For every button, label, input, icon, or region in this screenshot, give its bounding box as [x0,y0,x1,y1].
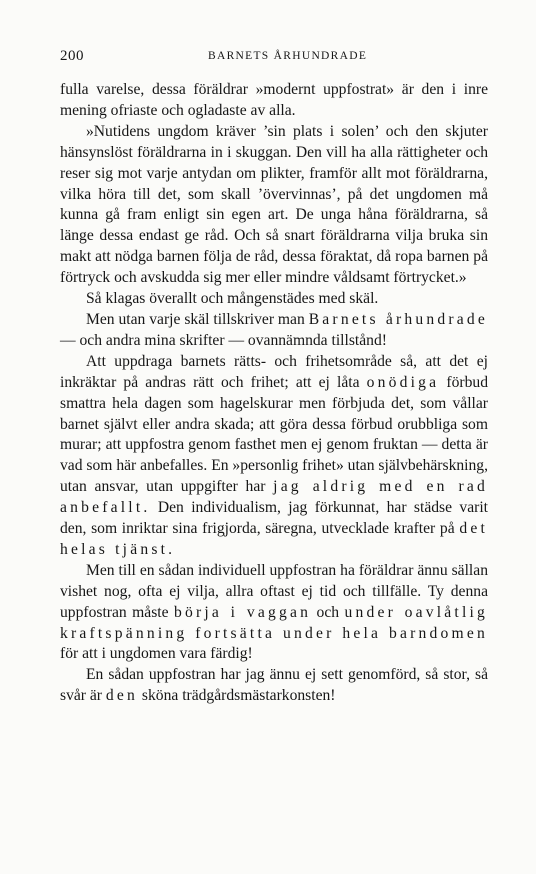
spaced-emphasis: den [105,687,139,705]
paragraph-text: Så klagas överallt och mångenstädes med skäl. [86,290,379,308]
spaced-emphasis: onödiga [366,373,440,391]
paragraph-text: Att uppdraga barnets rätts- och frihetsområde så, att det ej inkräktar på andras rätt och frihet; att ej låta [60,352,488,391]
paragraph-text: Den individualism, jag förkunnat, har städse varit den, som inriktar sina frigjorda, säregna, utvecklade krafter på [60,499,488,538]
spaced-emphasis: under oavlåtlig kraftspänning fortsätta under hela barndomen [60,603,489,642]
spaced-emphasis: Barnets århundrade [308,310,488,328]
paragraph-text: och [311,603,345,621]
paragraph [60,352,488,561]
paragraph-text: — och andra mina skrifter — ovannämnda tillstånd! [60,331,387,349]
spaced-emphasis: det helas tjänst. [60,520,488,558]
running-title: BARNETS ÅRHUNDRADE [208,50,368,62]
paragraph [60,310,488,352]
paragraph-text: En sådan uppfostran har jag ännu ej sett genomförd, så stor, så svår är [60,666,488,705]
paragraph [60,122,488,289]
paragraph [60,665,488,707]
paragraph [60,289,488,310]
spaced-emphasis: börja i vaggan [173,603,312,621]
page-body [60,80,488,707]
paragraph-text: »Nutidens ungdom kräver ’sin plats i solen’ och den skjuter hänsynslöst föräldrarna in i skuggan. Den vill ha alla rättigheter och reser sig mot varje antydan om plikter, framför allt mot föräldrarna, vilka höra till det, som skall ’övervinnas’, på det ungdomen må kunna gå fram enligt sin egen art. De unga håna föräldrarna, så länge dessa endast ge råd. Och så snart föräldrarna vilja bruka sin makt att nödga barnen följa de råd, dessa föraktat, då ropa barnen på förtryck och avskudda sig mer eller mindre våldsamt förtrycket.» [60,122,488,287]
paragraph-text: fulla varelse, dessa föräldrar »modernt uppfostrat» är den i inre mening ofriaste och ogladaste av alla. [60,81,488,119]
spaced-emphasis: jag aldrig med en rad anbefallt. [60,478,488,517]
paragraph-text: Men utan varje skäl tillskriver man [86,310,309,328]
paragraph-text: förbud smattra hela dagen som hagelskurar men förbjuda det, som vållar barnet självt eller andra skada; att göra dessa förbud orubbliga som murar; att uppfostra genom fasthet men ej genom fruktan — detta är vad som här anbefalles. En »personlig frihet» utan självbehärskning, utan ansvar, utan uppgifter har [60,373,488,496]
paragraph-text: sköna trädgårdsmästarkonsten! [138,687,336,705]
paragraph-text: Men till en sådan individuell uppfostran ha föräldrar ännu sällan vishet nog, ofta ej vilja, allra oftast ej tid och tillfälle. Ty denna uppfostran måste [60,561,488,621]
paragraph-text: för att i ungdomen vara färdig! [60,645,253,663]
paragraph [60,80,488,122]
page-number: 200 [60,48,84,64]
page-header [60,48,488,68]
paragraph [60,561,488,666]
